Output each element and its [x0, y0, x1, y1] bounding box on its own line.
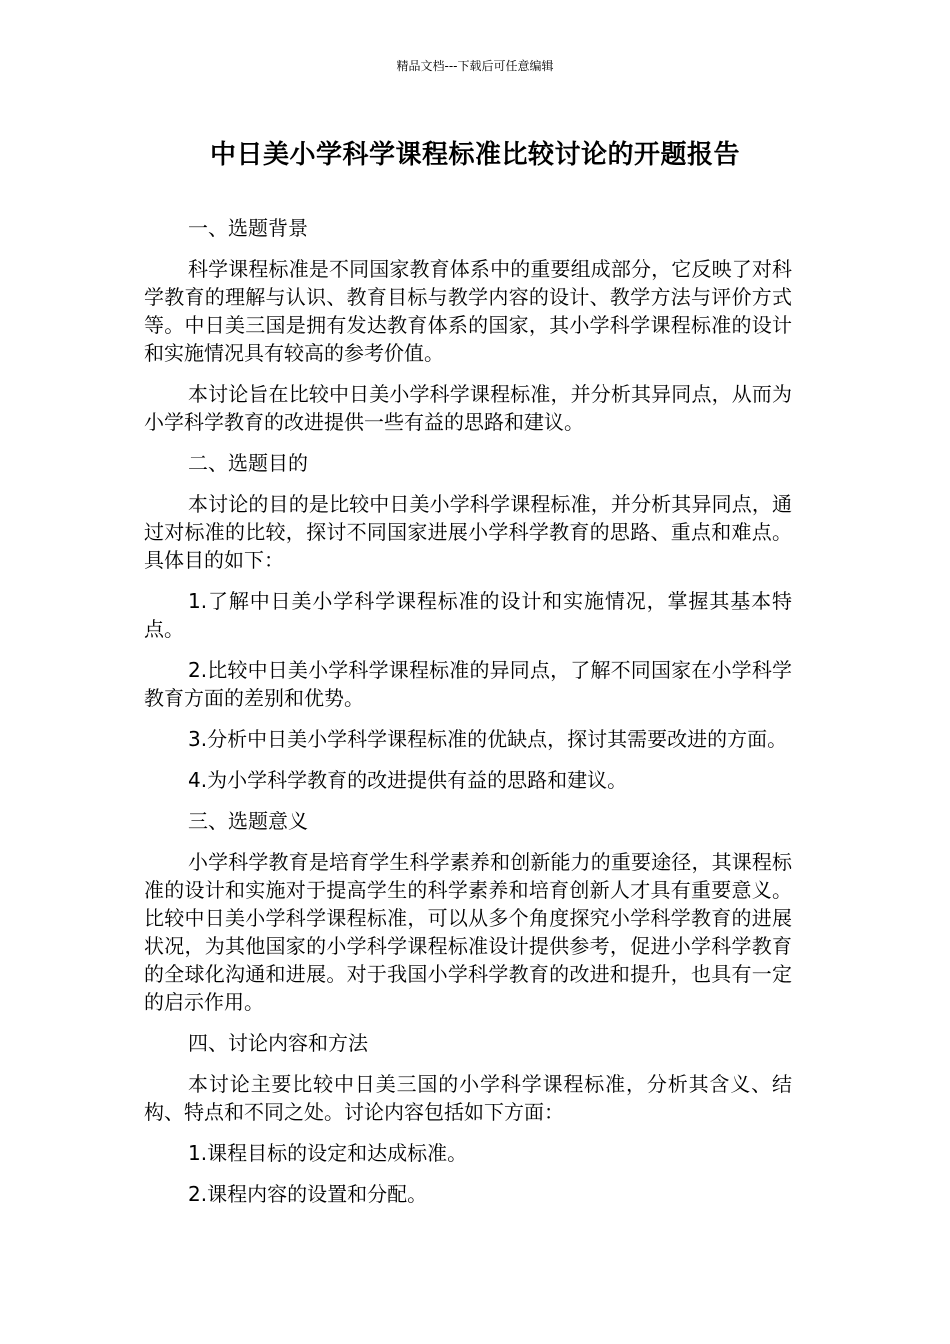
- section-heading-background: 一、选题背景: [188, 216, 308, 240]
- document-body: [144, 214, 792, 1221]
- paragraph: 科学课程标准是不同国家教育体系中的重要组成部分，它反映了对科学教育的理解与认识、教育目标与教学内容的设计、教学方法与评价方式等。中日美三国是拥有发达教育体系的国家，其小学科学课程标准的设计和实施情况具有较高的参考价值。: [144, 257, 792, 365]
- paragraph: 本讨论旨在比较中日美小学科学课程标准，并分析其异同点，从而为小学科学教育的改进提供一些有益的思路和建议。: [144, 382, 792, 434]
- list-item: 4.为小学科学教育的改进提供有益的思路和建议。: [188, 768, 628, 792]
- paragraph: 本讨论的目的是比较中日美小学科学课程标准，并分析其异同点，通过对标准的比较，探讨不同国家进展小学科学教育的思路、重点和难点。具体目的如下：: [144, 492, 792, 572]
- list-item: 1.课程目标的设定和达成标准。: [188, 1141, 468, 1165]
- page-header: 精品文档---下载后可任意编辑: [396, 59, 554, 73]
- list-item: 2.课程内容的设置和分配。: [188, 1182, 428, 1206]
- document-title: 中日美小学科学课程标准比较讨论的开题报告: [209, 140, 740, 170]
- section-heading-content-methods: 四、讨论内容和方法: [188, 1031, 368, 1055]
- list-item: 2.比较中日美小学科学课程标准的异同点，了解不同国家在小学科学教育方面的差别和优势。: [144, 658, 792, 710]
- section-heading-significance: 三、选题意义: [188, 809, 308, 833]
- list-item: 3.分析中日美小学科学课程标准的优缺点，探讨其需要改进的方面。: [188, 727, 788, 751]
- paragraph: 小学科学教育是培育学生科学素养和创新能力的重要途径，其课程标准的设计和实施对于提高学生的科学素养和培育创新人才具有重要意义。比较中日美小学科学课程标准，可以从多个角度探究小学科学教育的进展状况，为其他国家的小学科学课程标准设计提供参考，促进小学科学教育的全球化沟通和进展。对于我国小学科学教育的改进和提升，也具有一定的启示作用。: [144, 850, 792, 1014]
- list-item: 1.了解中日美小学科学课程标准的设计和实施情况，掌握其基本特点。: [144, 589, 792, 641]
- paragraph: 本讨论主要比较中日美三国的小学科学课程标准，分析其含义、结构、特点和不同之处。讨论内容包括如下方面：: [144, 1072, 792, 1124]
- section-heading-purpose: 二、选题目的: [188, 451, 308, 475]
